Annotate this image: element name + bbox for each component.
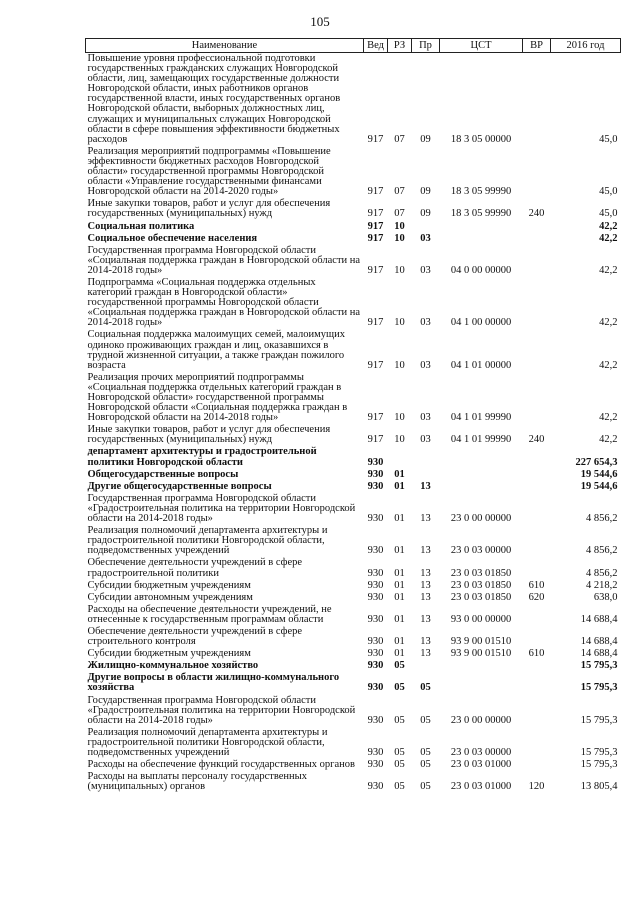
- cell-cst: 23 0 03 01000: [450, 781, 512, 793]
- cell-vr: [523, 372, 551, 424]
- cell-ved: 917: [367, 133, 384, 145]
- cell-pr: 09: [420, 208, 431, 220]
- cell-rz: 01: [394, 613, 405, 625]
- cell-cst: 18 3 05 99990: [450, 208, 512, 220]
- cell-ved: 917: [367, 434, 384, 446]
- cell-cst: 18 3 05 99990: [450, 186, 512, 198]
- table-row: [86, 759, 621, 771]
- cell-pr: 03: [420, 264, 431, 276]
- cell-ved: 930: [367, 613, 384, 625]
- cell-vr: [523, 759, 551, 771]
- cell-amount: 15 795,3: [580, 660, 618, 672]
- cell-vr: [523, 727, 551, 759]
- cell-rz: 01: [394, 567, 405, 579]
- table-row: [86, 580, 621, 592]
- cell-ved: 930: [367, 545, 384, 557]
- cell-cst: 04 1 00 00000: [450, 317, 512, 329]
- cell-pr: 13: [420, 480, 431, 492]
- cell-ved: 930: [367, 636, 384, 648]
- cell-cst: [440, 221, 523, 233]
- table-header: [86, 39, 621, 53]
- cell-ved: 930: [367, 747, 384, 758]
- cell-amount: 13 805,4: [580, 781, 618, 793]
- cell-name: Жилищно-коммунальное хозяйство: [87, 660, 259, 672]
- table-row: [86, 221, 621, 233]
- cell-rz: 10: [394, 412, 405, 424]
- cell-vr: [523, 277, 551, 329]
- table-row: [86, 446, 621, 468]
- cell-ved: 917: [367, 359, 384, 371]
- cell-ved: 930: [367, 660, 384, 672]
- cell-amount: 19 544,6: [580, 468, 618, 480]
- table-body: [86, 53, 621, 794]
- cell-rz: 05: [394, 682, 405, 694]
- cell-rz: 10: [394, 434, 405, 446]
- cell-ved: 917: [367, 220, 384, 232]
- cell-cst: 93 9 00 01510: [450, 648, 512, 660]
- cell-name: Государственная программа Новгородской области «Градостроительная политика на территории Новгородской области на 2014-2018 годы»: [87, 492, 356, 525]
- cell-name: Социальная поддержка малоимущих семей, малоимущих одиноко проживающих граждан и лиц, оказавшихся в трудной жизненной ситуации, а также граждан пожилого возраста: [87, 329, 345, 371]
- cell-name: Субсидии бюджетным учреждениям: [87, 648, 251, 660]
- cell-cst: 23 0 03 00000: [450, 545, 512, 557]
- cell-amount: 4 856,2: [586, 513, 618, 525]
- cell-pr: 03: [420, 412, 431, 424]
- cell-vr: [523, 481, 551, 493]
- cell-ved: 930: [367, 579, 384, 591]
- cell-vr: [523, 557, 551, 579]
- cell-pr: 13: [420, 567, 431, 579]
- cell-cst: [440, 469, 523, 481]
- table-row: [86, 329, 621, 371]
- cell-name: Обеспечение деятельности учреждений в сфере градостроительной политики: [87, 557, 303, 579]
- header-vr: ВР: [523, 39, 551, 53]
- cell-rz: 07: [394, 133, 405, 145]
- table-row: [86, 198, 621, 220]
- cell-pr: 13: [420, 636, 431, 648]
- table-row: [86, 695, 621, 727]
- cell-vr: [523, 493, 551, 525]
- cell-rz: 01: [394, 513, 405, 525]
- cell-ved: 930: [367, 759, 384, 771]
- table-row: [86, 469, 621, 481]
- budget-table: [85, 38, 621, 793]
- cell-ved: 930: [367, 648, 384, 660]
- cell-rz: 07: [394, 186, 405, 198]
- cell-amount: 19 544,6: [580, 480, 618, 492]
- cell-pr: [412, 660, 440, 672]
- cell-name: Государственная программа Новгородской области «Социальная поддержка граждан в Новгородской области на 2014-2018 годы»: [87, 244, 361, 276]
- cell-amount: 14 688,4: [580, 613, 618, 625]
- cell-amount: 42,2: [599, 232, 618, 244]
- table-row: [86, 771, 621, 793]
- cell-cst: 23 0 03 01850: [450, 591, 512, 603]
- header-cst: ЦСТ: [440, 39, 523, 53]
- table-row: [86, 557, 621, 579]
- cell-ved: 930: [367, 567, 384, 579]
- cell-amount: 15 795,3: [580, 714, 618, 726]
- cell-vr: [523, 672, 551, 694]
- cell-cst: 23 0 03 01850: [450, 579, 512, 591]
- cell-amount: 4 856,2: [586, 567, 618, 579]
- cell-cst: 04 1 01 99990: [450, 412, 512, 424]
- table-row: [86, 372, 621, 424]
- cell-name: Иные закупки товаров, работ и услуг для обеспечения государственных (муниципальных) нужд: [87, 424, 331, 446]
- cell-rz: 05: [394, 759, 405, 771]
- cell-pr: 13: [420, 591, 431, 603]
- cell-pr: 05: [420, 781, 431, 793]
- table-row: [86, 53, 621, 146]
- cell-amount: 45,0: [599, 133, 618, 145]
- cell-vr: [523, 329, 551, 371]
- cell-rz: 07: [394, 208, 405, 220]
- cell-pr: 05: [420, 759, 431, 771]
- cell-amount: 45,0: [599, 186, 618, 198]
- cell-name: департамент архитектуры и градостроительной политики Новгородской области: [87, 446, 317, 468]
- cell-pr: 05: [420, 714, 431, 726]
- cell-ved: 917: [367, 264, 384, 276]
- cell-ved: 917: [367, 317, 384, 329]
- table-row: [86, 525, 621, 557]
- cell-name: Иные закупки товаров, работ и услуг для обеспечения государственных (муниципальных) нужд: [87, 198, 331, 220]
- cell-amount: 14 688,4: [580, 636, 618, 648]
- cell-pr: [412, 469, 440, 481]
- cell-cst: 04 0 00 00000: [450, 264, 512, 276]
- cell-name: Субсидии автономным учреждениям: [87, 591, 253, 603]
- cell-pr: 09: [420, 186, 431, 198]
- cell-cst: 23 0 03 01000: [450, 759, 512, 771]
- cell-cst: [440, 233, 523, 245]
- cell-amount: 227 654,3: [575, 456, 618, 468]
- cell-vr: [523, 53, 551, 146]
- cell-pr: 13: [420, 513, 431, 525]
- cell-vr: 610: [528, 579, 545, 591]
- table-row: [86, 604, 621, 626]
- cell-name: Расходы на обеспечение функций государственных органов: [87, 759, 355, 771]
- cell-amount: 4 856,2: [586, 545, 618, 557]
- table-row: [86, 660, 621, 672]
- cell-vr: 120: [528, 781, 545, 793]
- cell-ved: 930: [367, 781, 384, 793]
- cell-amount: 42,2: [599, 317, 618, 329]
- cell-rz: 01: [394, 591, 405, 603]
- cell-name: Повышение уровня профессиональной подготовки государственных гражданских служащих Новгородской области, лиц, замещающих государственные должности Новгородской области, иных работников органов государственной власти, иных государственных органов Новгородской области, выборных должностных лиц, служащих и муниципальных служащих Новгородской области в сфере повышения эффективности бюджетных расходов: [87, 53, 341, 145]
- cell-amount: 15 795,3: [580, 747, 618, 758]
- cell-pr: 13: [420, 579, 431, 591]
- cell-vr: [523, 660, 551, 672]
- cell-ved: 930: [367, 513, 384, 525]
- cell-rz: 01: [394, 648, 405, 660]
- cell-ved: 917: [367, 186, 384, 198]
- cell-cst: [440, 672, 523, 694]
- cell-cst: 04 1 01 00000: [450, 359, 512, 371]
- table-row: [86, 626, 621, 648]
- cell-cst: [440, 481, 523, 493]
- cell-cst: [440, 660, 523, 672]
- cell-pr: [412, 446, 440, 468]
- cell-amount: 14 688,4: [580, 648, 618, 660]
- cell-vr: [523, 469, 551, 481]
- cell-ved: 917: [367, 232, 384, 244]
- header-year: 2016 год: [551, 39, 621, 53]
- cell-rz: 01: [394, 468, 405, 480]
- cell-ved: 930: [367, 682, 384, 694]
- cell-name: Расходы на выплаты персоналу государственных (муниципальных) органов: [87, 771, 307, 793]
- header-pr: Пр: [412, 39, 440, 53]
- cell-cst: 93 9 00 01510: [450, 636, 512, 648]
- cell-ved: 930: [367, 591, 384, 603]
- cell-rz: 10: [394, 359, 405, 371]
- table-row: [86, 672, 621, 694]
- cell-amount: 42,2: [599, 220, 618, 232]
- cell-vr: [523, 525, 551, 557]
- cell-rz: 01: [394, 545, 405, 557]
- cell-pr: 13: [420, 545, 431, 557]
- cell-ved: 930: [367, 468, 384, 480]
- cell-vr: 240: [528, 208, 545, 220]
- table-row: [86, 727, 621, 759]
- cell-vr: [523, 233, 551, 245]
- cell-amount: 4 218,2: [586, 579, 618, 591]
- cell-name: Общегосударственные вопросы: [87, 468, 239, 480]
- cell-pr: 09: [420, 133, 431, 145]
- cell-rz: 10: [394, 232, 405, 244]
- header-ved: Вед: [364, 39, 388, 53]
- cell-vr: [523, 245, 551, 277]
- cell-name: Социальная политика: [87, 220, 195, 232]
- cell-cst: 23 0 00 00000: [450, 513, 512, 525]
- header-name: Наименование: [86, 39, 364, 53]
- cell-amount: 45,0: [599, 208, 618, 220]
- cell-cst: 18 3 05 00000: [450, 133, 512, 145]
- cell-name: Реализация полномочий департамента архитектуры и градостроительной политики Новгородской области, подведомственных учреждений: [87, 726, 328, 758]
- cell-amount: 15 795,3: [580, 759, 618, 771]
- cell-amount: 42,2: [599, 434, 618, 446]
- cell-amount: 15 795,3: [580, 682, 618, 694]
- cell-name: Подпрограмма «Социальная поддержка отдельных категорий граждан в Новгородской области» государственной программы Новгородской области «Социальная поддержка граждан в Новгородской области на 2014-2018 годы»: [87, 276, 361, 329]
- cell-pr: 05: [420, 747, 431, 758]
- table-row: [86, 277, 621, 329]
- cell-vr: [523, 626, 551, 648]
- cell-pr: 03: [420, 359, 431, 371]
- cell-amount: 42,2: [599, 359, 618, 371]
- cell-pr: 03: [420, 317, 431, 329]
- cell-pr: [412, 221, 440, 233]
- cell-cst: 23 0 00 00000: [450, 714, 512, 726]
- table-row: [86, 146, 621, 198]
- table-row: [86, 493, 621, 525]
- cell-amount: 638,0: [593, 591, 618, 603]
- cell-amount: 42,2: [599, 412, 618, 424]
- table-row: [86, 233, 621, 245]
- cell-name: Другие общегосударственные вопросы: [87, 480, 272, 492]
- cell-rz: 10: [394, 264, 405, 276]
- cell-vr: [523, 221, 551, 233]
- cell-name: Реализация прочих мероприятий подпрограммы «Социальная поддержка отдельных категорий граждан в Новгородской области» государственной программы Новгородской области «Социальная поддержка граждан в Новгородской области на 2014-2018 годы»: [87, 371, 348, 424]
- cell-vr: 620: [528, 591, 545, 603]
- table-row: [86, 592, 621, 604]
- cell-pr: 03: [420, 232, 431, 244]
- cell-cst: [440, 446, 523, 468]
- cell-name: Другие вопросы в области жилищно-коммунального хозяйства: [87, 672, 340, 694]
- cell-vr: 240: [528, 434, 545, 446]
- cell-vr: [523, 604, 551, 626]
- cell-ved: 917: [367, 208, 384, 220]
- cell-vr: [523, 446, 551, 468]
- cell-pr: 03: [420, 434, 431, 446]
- cell-ved: 917: [367, 412, 384, 424]
- page-number: 105: [310, 14, 330, 29]
- cell-name: Расходы на обеспечение деятельности учреждений, не отнесенные к государственным программам области: [87, 603, 332, 625]
- cell-cst: 23 0 03 00000: [450, 747, 512, 758]
- cell-vr: [523, 146, 551, 198]
- table-row: [86, 648, 621, 660]
- cell-rz: 05: [394, 714, 405, 726]
- cell-ved: 930: [367, 480, 384, 492]
- cell-name: Субсидии бюджетным учреждениям: [87, 579, 251, 591]
- cell-name: Обеспечение деятельности учреждений в сфере строительного контроля: [87, 625, 303, 648]
- cell-rz: 01: [394, 636, 405, 648]
- cell-rz: 05: [394, 660, 405, 672]
- header-rz: РЗ: [388, 39, 412, 53]
- cell-cst: 04 1 01 99990: [450, 434, 512, 446]
- cell-pr: 05: [420, 682, 431, 694]
- cell-rz: 01: [394, 579, 405, 591]
- cell-cst: 93 0 00 00000: [450, 613, 512, 625]
- cell-rz: 05: [394, 781, 405, 793]
- cell-name: Социальное обеспечение населения: [87, 232, 258, 244]
- table-row: [86, 481, 621, 493]
- cell-name: Государственная программа Новгородской области «Градостроительная политика на территории Новгородской области на 2014-2018 годы»: [87, 694, 356, 726]
- cell-rz: 01: [394, 480, 405, 492]
- cell-amount: 42,2: [599, 264, 618, 276]
- cell-name: Реализация мероприятий подпрограммы «Повышение эффективности бюджетных расходов Новгородской области» государственной программы Новгородской области «Управление государственными финансами Новгородской области на 2014-2020 годы»: [87, 145, 331, 198]
- cell-rz: [388, 446, 412, 468]
- cell-pr: 13: [420, 648, 431, 660]
- cell-rz: 10: [394, 317, 405, 329]
- cell-ved: 930: [367, 714, 384, 726]
- cell-rz: 05: [394, 747, 405, 758]
- cell-ved: 930: [367, 456, 384, 468]
- cell-name: Реализация полномочий департамента архитектуры и градостроительной политики Новгородской области, подведомственных учреждений: [87, 525, 328, 557]
- cell-cst: 23 0 03 01850: [450, 567, 512, 579]
- table-row: [86, 424, 621, 446]
- cell-rz: 10: [394, 220, 405, 232]
- cell-vr: [523, 695, 551, 727]
- cell-vr: 610: [528, 648, 545, 660]
- table-row: [86, 245, 621, 277]
- cell-pr: 13: [420, 613, 431, 625]
